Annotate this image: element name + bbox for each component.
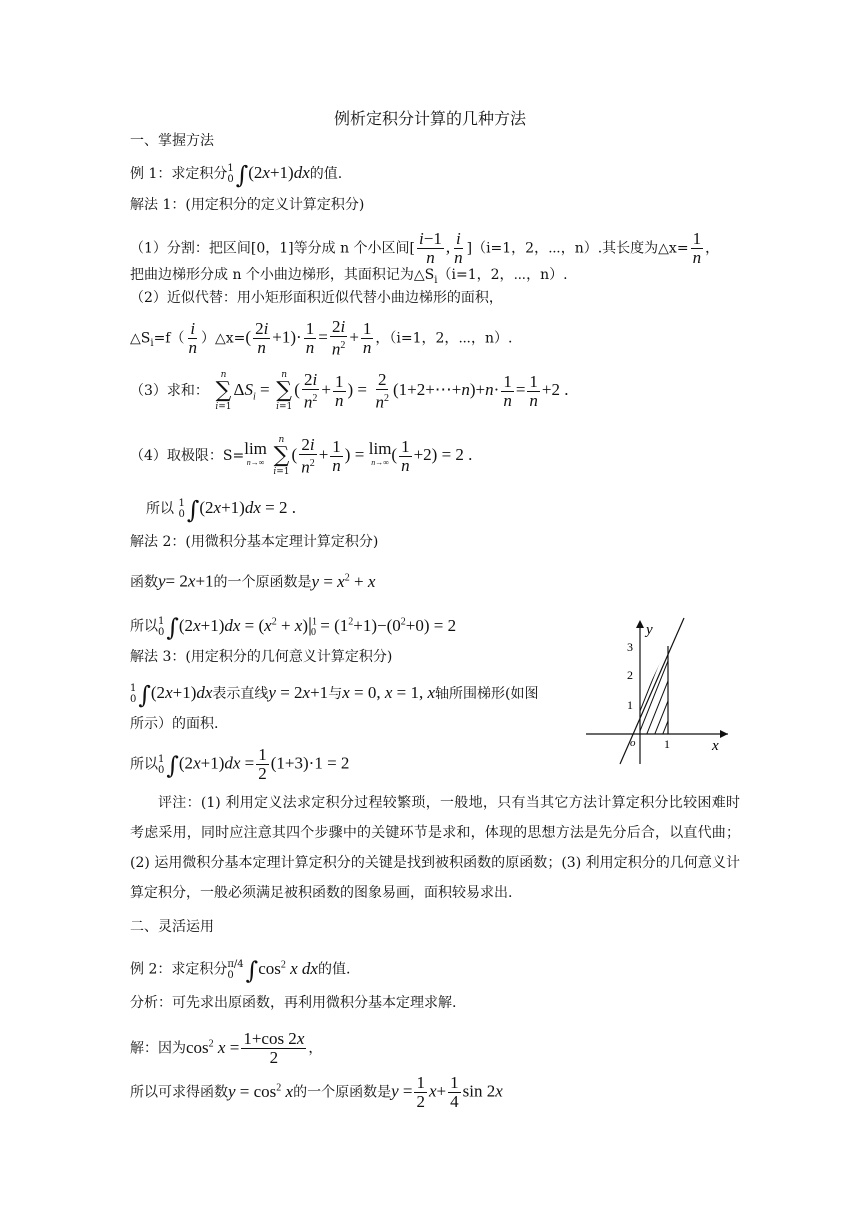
method-2-result: 所以 1 0 $\int(2x+1)dx = (x^2 + x)|^1_0 = (1^2+1)-(0^2+0) = 2$ bbox=[130, 613, 457, 642]
example-2: 例 2：求定积分 π/4 0 $\int\cos^2$ x dx的值. bbox=[130, 956, 351, 985]
solution-line: 解：因为$\cos^2 x$ = $\frac{1+\cos 2x}{2}$ ， bbox=[130, 1029, 323, 1067]
step-2-formula: $\triangle S_i=f$（ $\frac{i}{n}$ ）△x=( $\frac{2i}{n}$ +1)· $\frac{1}{n}$ = $\frac{2i}{n^2}$ + $\frac{1}{n}$ ，（i=1，2，⋯，n）. bbox=[130, 317, 513, 359]
method-1-heading: 解法 1：(用定积分的定义计算定积分) bbox=[130, 197, 365, 213]
last-line: 所以可求得函数$y = \cos^2 x$的一个原函数是y = $\frac{1}{2}$ x+ $\frac{1}{4}$ sin 2x bbox=[130, 1073, 503, 1111]
method-3-line-2: 所示）的面积. bbox=[130, 716, 219, 732]
step-1-line-2: 把曲边梯形分成 n 个小曲边梯形，其面积记为$\triangle S_i(i=1$，2，⋯，n）. bbox=[130, 267, 568, 286]
step-3: （3）求和： n ∑ i=1 $\Delta S_i$ = n ∑ i=1 ( $\frac{2i}{n^2}$ + $\frac{1}{n}$ ) = $\frac{2}{n^2}$ (1+2+⋯+n)+n· $\frac{1}{n}$ = $\frac{1}{n}$ +2 . bbox=[130, 369, 569, 412]
example-1: 例 1：求定积分 1 0 ∫(2x+1)dx的值. bbox=[130, 161, 343, 189]
method-3-heading: 解法 3：(用定积分的几何意义计算定积分) bbox=[130, 649, 393, 665]
x-arrow-icon bbox=[720, 730, 728, 738]
trapezoid-figure bbox=[586, 616, 736, 766]
method-3-result: 所以 1 0 ∫(2x+1)dx = $\frac{1}{2}$ (1+3)·1 = 2 bbox=[130, 745, 350, 783]
tick-label-y-1: 1 bbox=[627, 698, 633, 712]
step-2: （2）近似代替：用小矩形面积近似代替小曲边梯形的面积， bbox=[130, 290, 503, 306]
step-1: （1）分割：把区间[0，1]等分成 n 个小区间[ $\frac{i-1}{n}$ , $\frac{i}{n}$ ]（i=1，2，⋯，n）.其长度为△x= $\frac{1}{n}$ ， bbox=[130, 229, 720, 267]
analysis: 分析：可先求出原函数，再利用微积分基本定理求解. bbox=[130, 995, 457, 1011]
y-arrow-icon bbox=[636, 620, 644, 628]
tick-label-y-3: 3 bbox=[627, 640, 633, 654]
x-label: x bbox=[712, 738, 719, 754]
result-1: 所以 1 0 ∫(2x+1)dx = 2 . bbox=[146, 496, 296, 524]
tick-label-y-2: 2 bbox=[627, 668, 633, 682]
tick-label-x-1: 1 bbox=[664, 737, 670, 751]
origin-label: o bbox=[630, 737, 636, 749]
comment-paragraph: 评注：(1) 利用定义法求定积分过程较繁琐，一般地，只有当其它方法计算定积分比较困难时考虑采用，同时应注意其四个步骤中的关键环节是求和，体现的思想方法是先分后合，以直代曲；(2) 运用微积分基本定理计算定积分的关键是找到被积函数的原函数；(3) 利用定积分的几何意义计算定积分，一般必须满足被积函数的图象易画，面积较易求出. bbox=[130, 795, 740, 901]
method-2-heading: 解法 2：(用微积分基本定理计算定积分) bbox=[130, 534, 379, 550]
hatching bbox=[626, 646, 698, 746]
step-4: （4）取极限：S= lim n→∞ n ∑ i=1 ( $\frac{2i}{n^2}$ + $\frac{1}{n}$ ) = lim n→∞ ( $\frac{1}{n}$ +2) = 2 . bbox=[130, 434, 473, 477]
section-heading-2: 二、灵活运用 bbox=[130, 919, 214, 935]
page-title: 例析定积分计算的几种方法 bbox=[333, 109, 526, 128]
method-2-line: 函数y= 2x+1的一个原函数是$y = x^2 + x$ bbox=[130, 571, 376, 591]
method-3-line: 1 0 ∫(2x+1)dx表示直线y = 2x+1与x = 0, x = 1, x轴所围梯形(如图 bbox=[130, 681, 539, 709]
section-heading-1: 一、掌握方法 bbox=[130, 133, 214, 149]
y-label: y bbox=[646, 622, 653, 638]
